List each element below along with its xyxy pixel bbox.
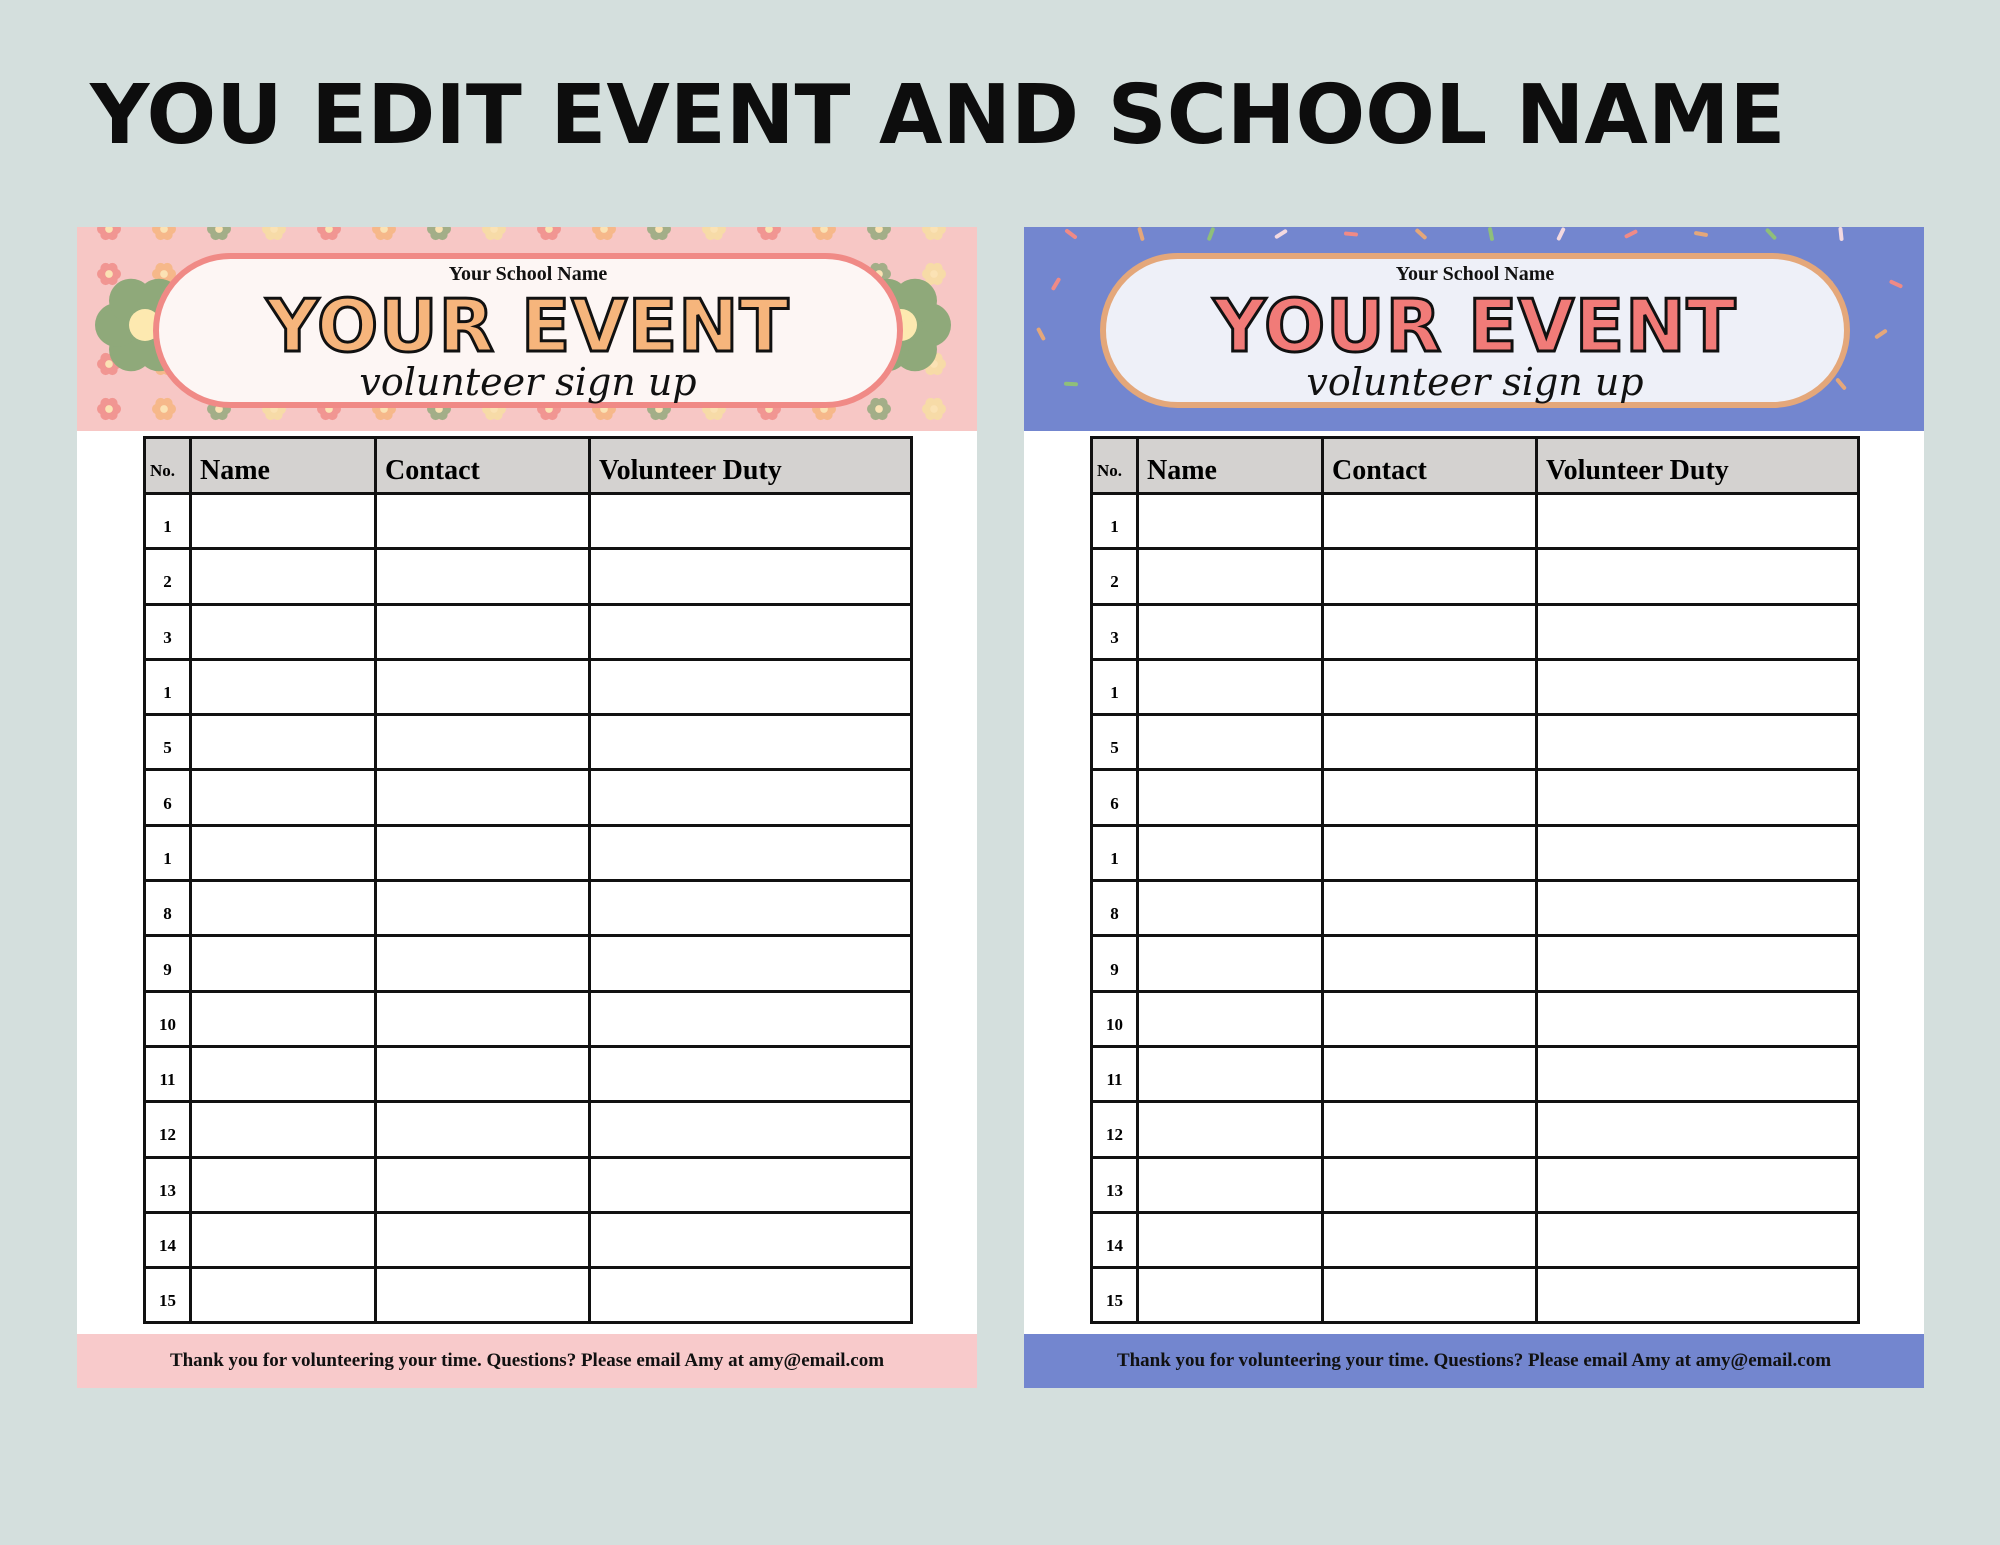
- subtitle: volunteer sign up: [359, 360, 697, 404]
- confetti-mark: [1414, 228, 1427, 240]
- contact-cell[interactable]: [1323, 1102, 1537, 1157]
- row-number: 8: [145, 881, 191, 936]
- duty-cell[interactable]: [1537, 770, 1859, 825]
- header-name: Name: [191, 438, 376, 494]
- table-row: [145, 715, 912, 770]
- name-cell[interactable]: [191, 881, 376, 936]
- pattern-flower-icon: [482, 227, 506, 246]
- signup-sheet-pink: [77, 227, 977, 1388]
- name-cell[interactable]: [1138, 1046, 1323, 1101]
- duty-cell[interactable]: [1537, 1268, 1859, 1323]
- pattern-flower-icon: [757, 227, 781, 246]
- duty-cell[interactable]: [1537, 659, 1859, 714]
- row-number: 13: [1092, 1157, 1138, 1212]
- duty-cell[interactable]: [1537, 1212, 1859, 1267]
- pattern-flower-icon: [427, 227, 451, 246]
- confetti-mark: [1694, 231, 1708, 237]
- contact-cell[interactable]: [376, 825, 590, 880]
- school-name: Your School Name: [448, 263, 608, 285]
- name-cell[interactable]: [191, 1212, 376, 1267]
- name-cell[interactable]: [191, 549, 376, 604]
- confetti-mark: [1344, 231, 1358, 236]
- row-number: 1: [145, 659, 191, 714]
- table-row: [145, 825, 912, 880]
- header-banner: [77, 227, 977, 431]
- row-number: 1: [1092, 825, 1138, 880]
- confetti-mark: [1488, 227, 1495, 241]
- contact-cell[interactable]: [376, 1268, 590, 1323]
- table-row: [1092, 936, 1859, 991]
- duty-cell[interactable]: [1537, 825, 1859, 880]
- row-number: 3: [1092, 604, 1138, 659]
- table-header: [1092, 438, 1859, 494]
- duty-cell[interactable]: [590, 1212, 912, 1267]
- contact-cell[interactable]: [376, 936, 590, 991]
- duty-cell[interactable]: [590, 1046, 912, 1101]
- row-number: 10: [1092, 991, 1138, 1046]
- name-cell[interactable]: [191, 604, 376, 659]
- contact-cell[interactable]: [376, 1102, 590, 1157]
- contact-cell[interactable]: [376, 770, 590, 825]
- name-cell[interactable]: [1138, 1268, 1323, 1323]
- school-name: Your School Name: [1395, 263, 1555, 285]
- name-cell[interactable]: [1138, 991, 1323, 1046]
- table-row: [1092, 991, 1859, 1046]
- table-row: [1092, 825, 1859, 880]
- confetti-mark: [1207, 227, 1216, 241]
- table-row: [145, 1268, 912, 1323]
- contact-cell[interactable]: [376, 494, 590, 549]
- table-row: [1092, 881, 1859, 936]
- row-number: 1: [145, 825, 191, 880]
- table-row: [1092, 715, 1859, 770]
- pattern-flower-icon: [372, 227, 396, 246]
- name-cell[interactable]: [191, 715, 376, 770]
- row-number: 11: [145, 1046, 191, 1101]
- header-duty: Volunteer Duty: [590, 438, 912, 494]
- duty-cell[interactable]: [590, 659, 912, 714]
- duty-cell[interactable]: [590, 1268, 912, 1323]
- duty-cell[interactable]: [590, 991, 912, 1046]
- table-row: [1092, 494, 1859, 549]
- row-number: 9: [145, 936, 191, 991]
- row-number: 15: [1092, 1268, 1138, 1323]
- contact-cell[interactable]: [1323, 1046, 1537, 1101]
- name-cell[interactable]: [1138, 715, 1323, 770]
- header-contact: Contact: [1323, 438, 1537, 494]
- name-cell[interactable]: [1138, 825, 1323, 880]
- name-cell[interactable]: [1138, 1102, 1323, 1157]
- name-cell[interactable]: [1138, 604, 1323, 659]
- pattern-flower-icon: [262, 227, 286, 246]
- row-number: 1: [1092, 659, 1138, 714]
- name-cell[interactable]: [1138, 1157, 1323, 1212]
- contact-cell[interactable]: [376, 1046, 590, 1101]
- pattern-flower-icon: [867, 227, 891, 246]
- name-cell[interactable]: [191, 770, 376, 825]
- duty-cell[interactable]: [590, 881, 912, 936]
- contact-cell[interactable]: [1323, 1157, 1537, 1212]
- contact-cell[interactable]: [376, 991, 590, 1046]
- table-row: [145, 549, 912, 604]
- pattern-flower-icon: [922, 397, 946, 426]
- duty-cell[interactable]: [1537, 494, 1859, 549]
- table-header: [145, 438, 912, 494]
- row-number: 6: [1092, 770, 1138, 825]
- duty-cell[interactable]: [1537, 1157, 1859, 1212]
- event-name: YOUR EVENT: [266, 284, 790, 368]
- duty-cell[interactable]: [1537, 1046, 1859, 1101]
- duty-cell[interactable]: [590, 715, 912, 770]
- contact-cell[interactable]: [1323, 659, 1537, 714]
- contact-cell[interactable]: [376, 881, 590, 936]
- row-number: 14: [145, 1212, 191, 1267]
- pattern-flower-icon: [537, 227, 561, 246]
- name-cell[interactable]: [191, 1268, 376, 1323]
- pattern-flower-icon: [97, 397, 121, 426]
- pattern-flower-icon: [922, 227, 946, 246]
- confetti-mark: [1874, 328, 1888, 339]
- contact-cell[interactable]: [376, 659, 590, 714]
- row-number: 12: [145, 1102, 191, 1157]
- duty-cell[interactable]: [590, 1157, 912, 1212]
- contact-cell[interactable]: [376, 715, 590, 770]
- duty-cell[interactable]: [1537, 1102, 1859, 1157]
- duty-cell[interactable]: [1537, 604, 1859, 659]
- contact-cell[interactable]: [1323, 881, 1537, 936]
- title-pill: [153, 253, 903, 408]
- contact-cell[interactable]: [1323, 991, 1537, 1046]
- table-row: [145, 1102, 912, 1157]
- table-row: [145, 936, 912, 991]
- contact-cell[interactable]: [1323, 825, 1537, 880]
- contact-cell[interactable]: [1323, 549, 1537, 604]
- confetti-mark: [1064, 228, 1078, 240]
- name-cell[interactable]: [191, 1046, 376, 1101]
- table-row: [1092, 549, 1859, 604]
- name-cell[interactable]: [191, 1102, 376, 1157]
- duty-cell[interactable]: [1537, 936, 1859, 991]
- footer-note: Thank you for volunteering your time. Questions? Please email Amy at amy@email.com: [1024, 1334, 1924, 1388]
- row-number: 13: [145, 1157, 191, 1212]
- duty-cell[interactable]: [590, 604, 912, 659]
- confetti-mark: [1838, 227, 1843, 241]
- table-row: [145, 770, 912, 825]
- duty-cell[interactable]: [590, 936, 912, 991]
- header-banner: [1024, 227, 1924, 431]
- table-row: [145, 494, 912, 549]
- table-row: [1092, 1212, 1859, 1267]
- duty-cell[interactable]: [1537, 715, 1859, 770]
- table-row: [145, 1157, 912, 1212]
- confetti-mark: [1624, 229, 1638, 239]
- pattern-flower-icon: [97, 227, 121, 246]
- row-number: 1: [1092, 494, 1138, 549]
- contact-cell[interactable]: [1323, 770, 1537, 825]
- pattern-flower-icon: [592, 227, 616, 246]
- contact-cell[interactable]: [376, 1157, 590, 1212]
- header-no: No.: [145, 438, 191, 494]
- table-row: [1092, 1102, 1859, 1157]
- duty-cell[interactable]: [590, 494, 912, 549]
- row-number: 9: [1092, 936, 1138, 991]
- signup-table: [143, 436, 913, 1324]
- pattern-flower-icon: [152, 227, 176, 246]
- duty-cell[interactable]: [590, 549, 912, 604]
- name-cell[interactable]: [1138, 770, 1323, 825]
- duty-cell[interactable]: [1537, 991, 1859, 1046]
- pattern-flower-icon: [702, 227, 726, 246]
- row-number: 6: [145, 770, 191, 825]
- row-number: 12: [1092, 1102, 1138, 1157]
- table-row: [1092, 1046, 1859, 1101]
- name-cell[interactable]: [1138, 494, 1323, 549]
- pattern-flower-icon: [207, 227, 231, 246]
- signup-table: [1090, 436, 1860, 1324]
- name-cell[interactable]: [191, 494, 376, 549]
- confetti-mark: [1137, 227, 1145, 241]
- subtitle: volunteer sign up: [1306, 360, 1644, 404]
- table-row: [145, 881, 912, 936]
- footer-note: Thank you for volunteering your time. Questions? Please email Amy at amy@email.com: [77, 1334, 977, 1388]
- contact-cell[interactable]: [1323, 494, 1537, 549]
- header-name: Name: [1138, 438, 1323, 494]
- header-contact: Contact: [376, 438, 590, 494]
- contact-cell[interactable]: [1323, 604, 1537, 659]
- contact-cell[interactable]: [376, 604, 590, 659]
- table-row: [1092, 604, 1859, 659]
- name-cell[interactable]: [191, 825, 376, 880]
- row-number: 8: [1092, 881, 1138, 936]
- contact-cell[interactable]: [376, 549, 590, 604]
- pattern-flower-icon: [317, 227, 341, 246]
- name-cell[interactable]: [191, 1157, 376, 1212]
- contact-cell[interactable]: [1323, 1212, 1537, 1267]
- contact-cell[interactable]: [1323, 936, 1537, 991]
- header-duty: Volunteer Duty: [1537, 438, 1859, 494]
- duty-cell[interactable]: [590, 1102, 912, 1157]
- confetti-mark: [1765, 228, 1777, 241]
- row-number: 10: [145, 991, 191, 1046]
- table-row: [145, 659, 912, 714]
- confetti-mark: [1051, 277, 1062, 291]
- table-row: [145, 1212, 912, 1267]
- pattern-flower-icon: [812, 227, 836, 246]
- contact-cell[interactable]: [1323, 1268, 1537, 1323]
- page-title: YOU EDIT EVENT AND SCHOOL NAME: [90, 68, 1786, 163]
- pattern-flower-icon: [647, 227, 671, 246]
- event-name: YOUR EVENT: [1213, 284, 1737, 368]
- confetti-mark: [1889, 279, 1903, 289]
- duty-cell[interactable]: [1537, 549, 1859, 604]
- table-row: [145, 1046, 912, 1101]
- title-pill: [1100, 253, 1850, 408]
- table-row: [1092, 1268, 1859, 1323]
- contact-cell[interactable]: [376, 1212, 590, 1267]
- duty-cell[interactable]: [1537, 881, 1859, 936]
- row-number: 11: [1092, 1046, 1138, 1101]
- row-number: 3: [145, 604, 191, 659]
- table-row: [1092, 770, 1859, 825]
- confetti-mark: [1064, 382, 1078, 387]
- name-cell[interactable]: [191, 936, 376, 991]
- duty-cell[interactable]: [590, 825, 912, 880]
- name-cell[interactable]: [1138, 659, 1323, 714]
- row-number: 15: [145, 1268, 191, 1323]
- name-cell[interactable]: [191, 991, 376, 1046]
- row-number: 1: [145, 494, 191, 549]
- signup-sheet-blue: [1024, 227, 1924, 1388]
- row-number: 5: [1092, 715, 1138, 770]
- row-number: 14: [1092, 1212, 1138, 1267]
- table-row: [145, 604, 912, 659]
- name-cell[interactable]: [191, 659, 376, 714]
- header-no: No.: [1092, 438, 1138, 494]
- confetti-mark: [1274, 229, 1288, 240]
- name-cell[interactable]: [1138, 549, 1323, 604]
- name-cell[interactable]: [1138, 1212, 1323, 1267]
- row-number: 2: [1092, 549, 1138, 604]
- confetti-mark: [1036, 327, 1046, 341]
- table-row: [1092, 659, 1859, 714]
- row-number: 2: [145, 549, 191, 604]
- name-cell[interactable]: [1138, 936, 1323, 991]
- table-row: [145, 991, 912, 1046]
- row-number: 5: [145, 715, 191, 770]
- contact-cell[interactable]: [1323, 715, 1537, 770]
- name-cell[interactable]: [1138, 881, 1323, 936]
- duty-cell[interactable]: [590, 770, 912, 825]
- confetti-mark: [1556, 227, 1566, 241]
- table-row: [1092, 1157, 1859, 1212]
